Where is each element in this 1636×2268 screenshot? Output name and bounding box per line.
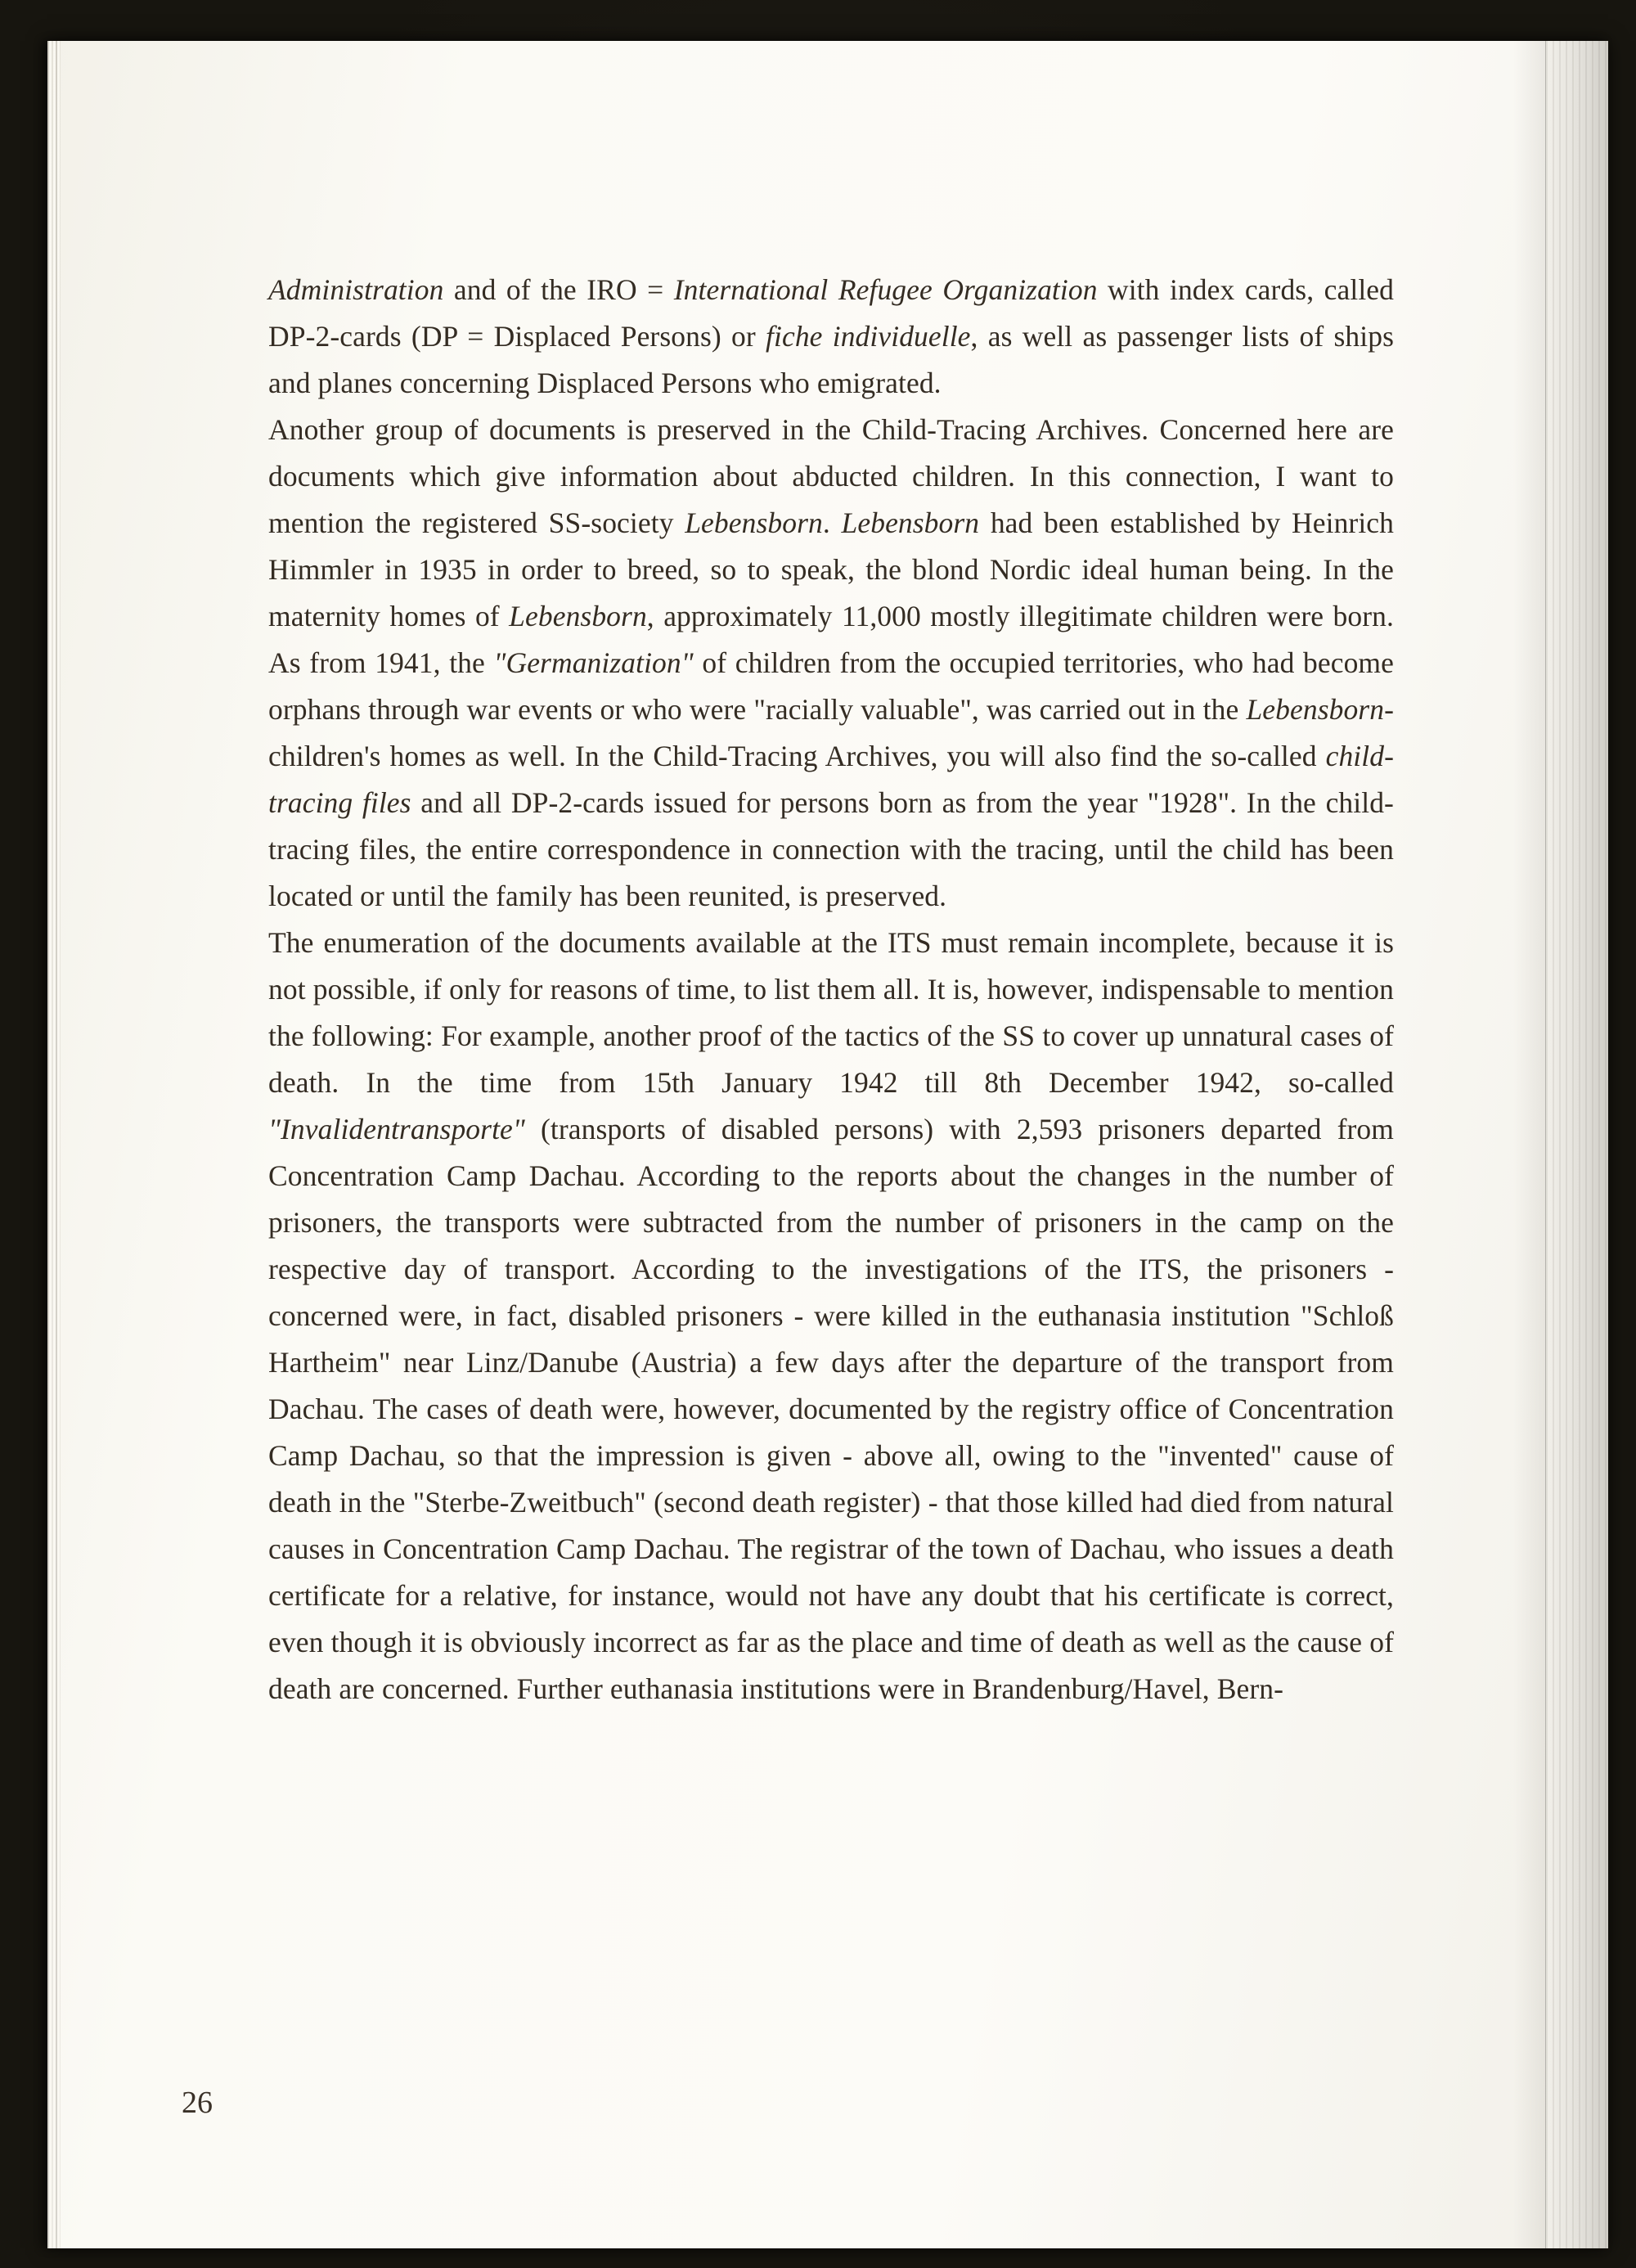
body-text (268, 267, 1394, 1712)
text-segment: (transports of disabled persons) with 2,593 prisoners departed from Concentration Camp Dachau. According to the reports about the changes in the number of prisoners, the transports were subtracted from the number of prisoners in the camp on the respective day of transport. According to the investigations of the ITS, the prisoners - concerned were, in fact, disabled prisoners - were killed in the euthanasia institution "Schloß Hartheim" near Linz/Danube (Austria) a few days after the departure of the transport from Dachau. The cases of death were, however, documented by the registry office of Concentration Camp Dachau, so that the impression is given - above all, owing to the "invented" cause of death in the "Sterbe-Zweitbuch" (second death register) - that those killed had died from natural causes in Concentration Camp Dachau. The registrar of the town of Dachau, who issues a death certificate for a relative, for instance, would not have any doubt that his certificate is correct, even though it is obviously incorrect as far as the place and time of death as well as the cause of death are concerned. Further euthanasia institutions were in Brandenburg/Havel, Bern- (268, 1113, 1394, 1705)
text-segment: The enumeration of the documents available at the ITS must remain incomplete, because it is not possible, if only for reasons of time, to list them all. It is, however, indispensable to mention the following: For example, another proof of the tactics of the SS to cover up unnatural cases of death. In the time from 15th January 1942 till 8th December 1942, so-called (268, 926, 1394, 1099)
text-segment: and all DP-2-cards issued for persons born as from the year "1928". In the child-tracing files, the entire correspondence in connection with the tracing, until the child has been located or until the family has been reunited, is preserved. (268, 786, 1394, 912)
text-segment: Lebensborn (509, 600, 647, 632)
text-segment: fiche individuelle (766, 320, 971, 353)
text-segment: , approximately 11,000 mostly illegitimate children were born. As from 1941, the (268, 600, 1395, 679)
paragraph (268, 267, 1394, 407)
text-segment: Lebensborn (1246, 693, 1385, 726)
paragraph (268, 407, 1394, 920)
paragraph (268, 920, 1394, 1712)
text-segment: International Refugee Organization (673, 273, 1098, 306)
text-segment: . (822, 506, 842, 539)
text-segment: "Invalidentransporte" (268, 1113, 525, 1145)
text-segment: Administration (268, 273, 444, 306)
binding-shadow (1513, 41, 1546, 2248)
text-segment: and of the IRO = (443, 273, 674, 306)
book-page-sheet (47, 41, 1608, 2248)
text-segment: -children's homes as well. In the Child-Tracing Archives, you will also find the so-called (268, 693, 1394, 772)
text-segment: Lebensborn (685, 506, 823, 539)
page-number: 26 (182, 2086, 213, 2120)
text-segment: "Germanization" (493, 646, 694, 679)
text-segment: child-tracing files (268, 740, 1394, 819)
text-segment: with index cards, called DP-2-cards (DP = Displaced Persons) or (268, 273, 1394, 353)
text-segment: Lebensborn (841, 506, 980, 539)
book-fore-edge-pages (1545, 41, 1608, 2248)
text-segment: , as well as passenger lists of ships and planes concerning Displaced Persons who emigrated. (268, 320, 1394, 399)
stacked-page-edges-left (47, 41, 61, 2248)
text-segment: of children from the occupied territories, who had become orphans through war events or who were "racially valuable", was carried out in the (268, 646, 1394, 726)
text-segment: had been established by Heinrich Himmler in 1935 in order to breed, so to speak, the blond Nordic ideal human being. In the maternity homes of (268, 506, 1395, 632)
text-segment: Another group of documents is preserved in the Child-Tracing Archives. Concerned here are documents which give information about abducted children. In this connection, I want to mention the registered SS-society (268, 413, 1394, 539)
